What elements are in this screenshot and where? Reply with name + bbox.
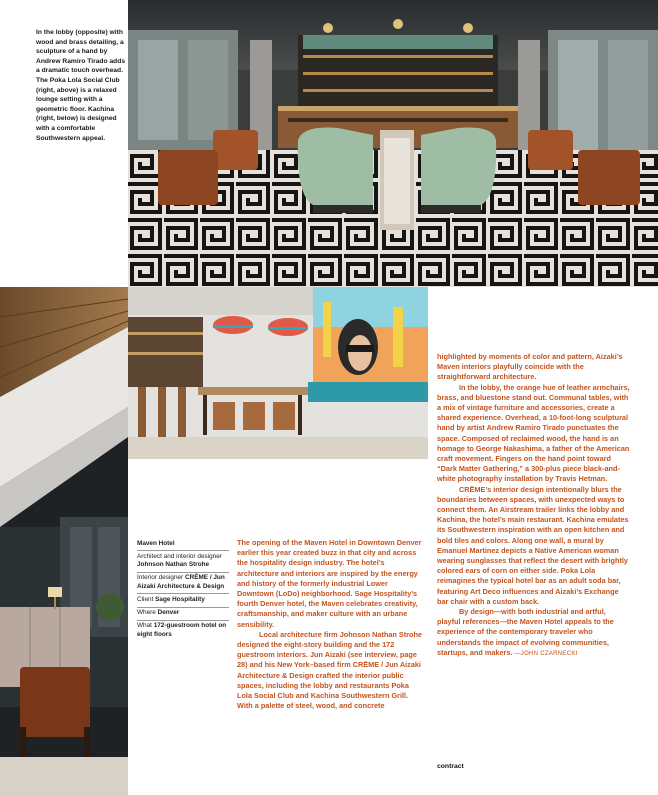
paragraph: Local architecture firm Johnson Nathan Strohe designed the eight-story building and the 172 guestroom interiors. Jun Aizaki (see interview, page 28) and his New York–based firm CRĒME / Jun Aizaki Architecture & Design crafted the interior public spaces, including the lobby and restaurants Poka Lola Social Club and Kachina Southwestern Grill. With a palette of steel, wood, and concrete xyxy=(237,629,422,711)
credit-row: Architect and interior designer Johnson Nathan Strohe xyxy=(137,551,229,573)
paragraph xyxy=(437,607,631,659)
photo-caption: In the lobby (opposite) with wood and brass detailing, a sculpture of a hand by Andrew Ramiro Tirado adds a dramatic touch overhead. The Poka Lola Social Club (right, above) is a relaxed lounge setting with a geometric floor. Kachina (right, below) is designed with a comfortable Southwestern appeal. xyxy=(36,29,126,142)
photo-kachina-restaurant xyxy=(128,287,428,459)
paragraph: The opening of the Maven Hotel in Downtown Denver earlier this year created buzz in that city and across the hospitality design industry. The hotel’s architecture and interiors are inspired by the energy and history of the formerly industrial Lower Downtown (LoDo) neighborhood. Sage Hospitality’s fourth Denver hotel, the Maven celebrates creativity, craftsmanship, and maker culture with an urbane sensibility. xyxy=(237,538,422,629)
credit-row: Where Denver xyxy=(137,608,229,621)
article-column-1 xyxy=(237,538,425,711)
author-signature: —JOHN CZARNECKI xyxy=(514,650,578,657)
article-column-2 xyxy=(437,352,631,659)
paragraph: In the lobby, the orange hue of leather armchairs, brass, and bluestone stand out. Communal tables, with a mix of vintage furniture and accessories, create a shared experience. Overhead, a 10-foot-long sculptural hand by artist Andrew Ramiro Tirado punctuates the space. Composed of reclaimed wood, the hand is an homage to George Nakashima, a father of the American craft movement. Fingers on the hand point toward “Dark Matter Gathering,” a 300-plus piece black-and-white photography installation by Travis Hetman. xyxy=(437,382,630,484)
credit-row: Interior designer CRĒME / Jun Aizaki Architecture & Design xyxy=(137,573,229,595)
project-credits xyxy=(137,538,229,641)
credit-row: What 172-guestroom hotel on eight floors xyxy=(137,622,227,638)
paragraph-text: By design—with both industrial and artful, playful references—the Maven Hotel appeals to the experience of the contemporary traveler who understands the impact of evolving communities, startups, and makers. xyxy=(437,607,614,657)
paragraph: highlighted by moments of color and pattern, Aizaki’s Maven interiors playfully coincide with the straightforward architecture. xyxy=(437,352,623,382)
photo-lobby-hand-sculpture xyxy=(0,287,128,795)
magazine-folio: contract xyxy=(437,763,464,770)
credit-row: Maven Hotel xyxy=(137,538,229,551)
paragraph: CRĒME’s interior design intentionally blurs the boundaries between spaces, with unexpected ways to connect them. An Airstream trailer links the lobby and Kachina, the hotel’s main restaurant. Kachina emulates its Southwestern inspiration with an open kitchen and bold tiles and colors. Along one wall, a mural by Emanuel Martinez depicts a Native American woman wearing sunglasses that reflect the desert with brightly colored ears of corn on either side. Poka Lola reimagines the typical hotel bar as an adult soda bar, featuring Art Deco influences and Aizaki’s Exchange bar chair with a custom back. xyxy=(437,484,629,606)
photo-poka-lola-lounge xyxy=(128,0,658,287)
credit-row: Client Sage Hospitality xyxy=(137,594,229,607)
